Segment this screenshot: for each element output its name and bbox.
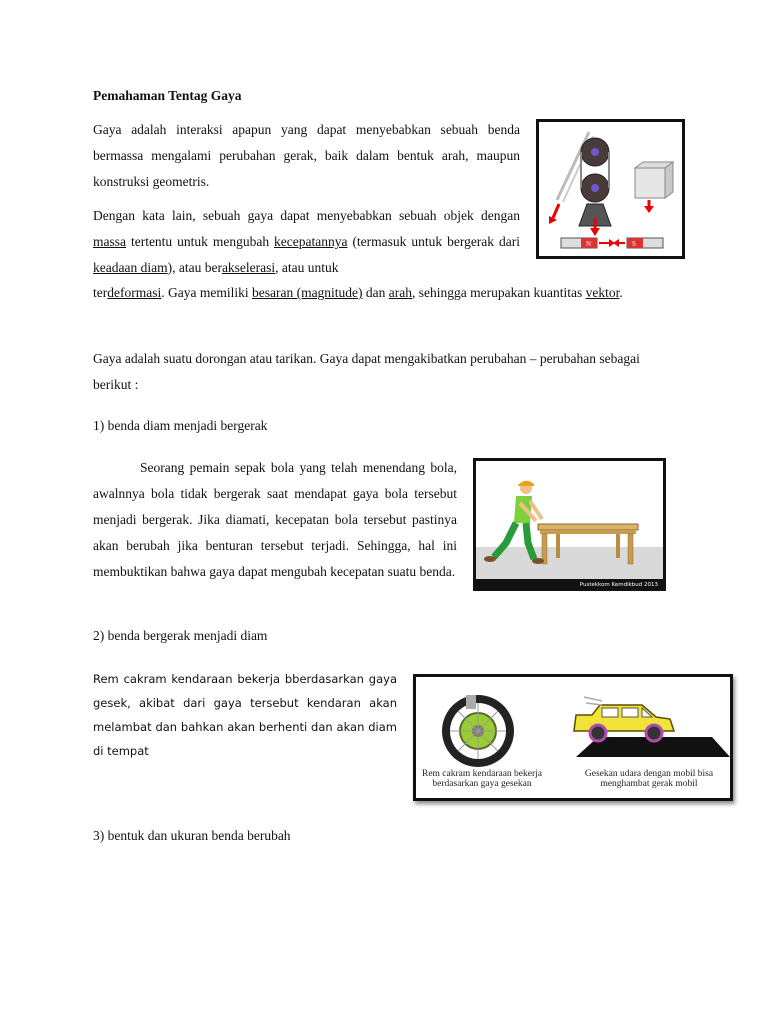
figure-credit: Pustekkom Kemdikbud 2013	[579, 582, 658, 588]
link-arah[interactable]: arah	[388, 285, 413, 300]
heading-bentuk-ukuran: 3) bentuk dan ukuran benda berubah	[93, 828, 291, 843]
link-deformasi[interactable]: deformasi	[107, 285, 162, 300]
link-massa[interactable]: massa	[93, 234, 126, 249]
pulley-illustration	[539, 122, 682, 256]
paragraph-definition: Gaya adalah interaksi apapun yang dapat menyebabkan sebuah benda bermassa mengalami perubahan gerak, baik dalam bentuk arah, maupun konstruksi geometris.	[93, 122, 520, 189]
caption-disc-brake: Rem cakram kendaraan bekerja berdasarkan gaya gesekan	[421, 769, 542, 789]
link-akselerasi[interactable]: akselerasi	[221, 260, 276, 275]
link-vektor[interactable]: vektor	[585, 285, 620, 300]
magnet-right-label: S	[632, 240, 636, 248]
paragraph-gaya-effects-part1: Dengan kata lain, sebuah gaya dapat menyebabkan sebuah objek dengan massa tertentu untuk mengubah kecepatannya (termasuk untuk bergerak dari keadaan diam), atau berakselerasi, atau untuk	[93, 208, 520, 275]
caption-car-friction: Gesekan udara dengan mobil bisa menghambat gerak mobil	[584, 769, 714, 789]
paragraph-rem-cakram: Rem cakram kendaraan bekerja bberdasarkan gaya gesek, akibat dari gaya tersebut kendaran akan melambat dan bahkan akan berhenti dan akan diam di tempat	[93, 672, 397, 758]
link-keadaan-diam[interactable]: keadaan diam	[93, 260, 168, 275]
magnet-left-label: N	[586, 240, 592, 248]
heading-bergerak-diam: 2) benda bergerak menjadi diam	[93, 628, 268, 643]
text-span: (termasuk untuk bergerak dari	[347, 234, 520, 249]
paragraph-dorongan-tarikan: Gaya adalah suatu dorongan atau tarikan. Gaya dapat mengakibatkan perubahan – perubahan sebagai berikut :	[93, 351, 640, 392]
link-kecepatan[interactable]: kecepatannya	[274, 234, 348, 249]
text-span: .	[619, 285, 623, 300]
figure-brake-car	[413, 674, 733, 801]
text-span: . Gaya memiliki	[161, 285, 252, 300]
heading-diam-bergerak: 1) benda diam menjadi bergerak	[93, 418, 268, 433]
text-span: Dengan kata lain, sebuah gaya dapat menyebabkan sebuah objek dengan	[93, 208, 520, 223]
paragraph-sepak-bola: Seorang pemain sepak bola yang telah menendang bola, awalnnya bola tidak bergerak saat mendapat gaya bola tersebut menjadi bergerak. Jika diamati, kecepatan bola tersebut pastinya akan berubah jika benturan tersebut terjadi. Sehingga, hal ini membuktikan bahwa gaya dapat mengubah kecepatan suatu benda.	[93, 460, 457, 579]
link-besaran[interactable]: besaran (magnitude)	[251, 285, 363, 300]
figure-pushing-table	[473, 458, 666, 591]
pushing-table-illustration	[476, 461, 663, 588]
paragraph-gaya-effects-part2: terdeformasi. Gaya memiliki besaran (magnitude) dan arah, sehingga merupakan kuantitas vektor.	[93, 285, 623, 300]
page-title: Pemahaman Tentag Gaya	[93, 88, 242, 103]
text-span: , sehingga merupakan kuantitas	[412, 285, 586, 300]
text-span: tertentu untuk mengubah	[126, 234, 275, 249]
text-span: ), atau ber	[167, 260, 222, 275]
figure-pulley-magnets	[536, 119, 685, 259]
text-span: dan	[362, 285, 389, 300]
